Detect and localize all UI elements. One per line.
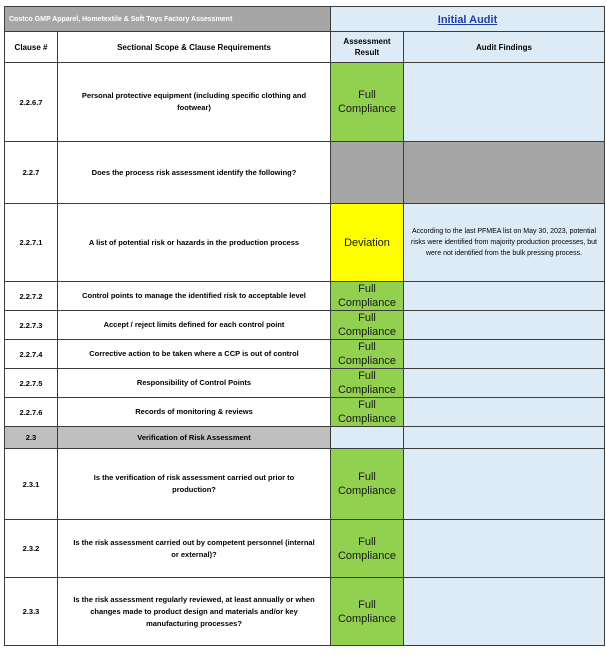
assessment-result: Full Compliance (331, 578, 404, 646)
audit-findings (404, 340, 605, 369)
table-row (5, 520, 605, 578)
table-row (5, 578, 605, 646)
findings-column-header: Audit Findings (404, 32, 605, 63)
clause-column-header: Clause # (5, 32, 58, 63)
clause-number: 2.2.7.3 (5, 311, 58, 340)
table-row (5, 282, 605, 311)
clause-requirement: Responsibility of Control Points (58, 369, 331, 398)
table-row (5, 369, 605, 398)
clause-number: 2.3.2 (5, 520, 58, 578)
clause-number: 2.3.3 (5, 578, 58, 646)
table-row (5, 204, 605, 282)
assessment-result-empty (331, 142, 404, 204)
assessment-result: Full Compliance (331, 311, 404, 340)
clause-requirement: Personal protective equipment (including specific clothing and footwear) (58, 63, 331, 142)
audit-findings (404, 63, 605, 142)
column-header-row (5, 32, 605, 63)
clause-requirement: Is the risk assessment regularly reviewed, at least annually or when changes made to product design and materials and/or key manufacturing processes? (58, 578, 331, 646)
clause-requirement: Corrective action to be taken where a CCP is out of control (58, 340, 331, 369)
audit-findings (404, 369, 605, 398)
table-row (5, 142, 605, 204)
clause-requirement: Control points to manage the identified risk to acceptable level (58, 282, 331, 311)
assessment-title: Costco GMP Apparel, Hometextile & Soft Toys Factory Assessment (5, 7, 331, 32)
section-row (5, 427, 605, 449)
assessment-result-deviation: Deviation (331, 204, 404, 282)
initial-audit-cell (331, 7, 605, 32)
audit-findings (404, 398, 605, 427)
assessment-result: Full Compliance (331, 340, 404, 369)
audit-findings-empty (404, 427, 605, 449)
initial-audit-link[interactable]: Initial Audit (437, 14, 498, 26)
clause-number: 2.2.7.5 (5, 369, 58, 398)
audit-table (4, 6, 605, 646)
assessment-result: Full Compliance (331, 398, 404, 427)
clause-requirement: Is the verification of risk assessment carried out prior to production? (58, 449, 331, 520)
assessment-result: Full Compliance (331, 449, 404, 520)
assessment-result: Full Compliance (331, 282, 404, 311)
audit-findings (404, 520, 605, 578)
table-row (5, 311, 605, 340)
audit-findings (404, 449, 605, 520)
audit-findings (404, 282, 605, 311)
assessment-result-empty (331, 427, 404, 449)
table-row (5, 340, 605, 369)
audit-findings (404, 311, 605, 340)
audit-findings-empty (404, 142, 605, 204)
clause-requirement: Records of monitoring & reviews (58, 398, 331, 427)
clause-requirement: A list of potential risk or hazards in the production process (58, 204, 331, 282)
clause-requirement: Accept / reject limits defined for each control point (58, 311, 331, 340)
audit-findings: According to the last PFMEA list on May 30, 2023, potential risks were identified from majority production processes, but were not identified from the bulk pressing process. (404, 204, 605, 282)
clause-number: 2.2.6.7 (5, 63, 58, 142)
section-clause-number: 2.3 (5, 427, 58, 449)
clause-number: 2.2.7.2 (5, 282, 58, 311)
table-row (5, 449, 605, 520)
result-column-header: Assessment Result (331, 32, 404, 63)
table-row (5, 63, 605, 142)
header-row (5, 7, 605, 32)
clause-number: 2.2.7.6 (5, 398, 58, 427)
assessment-result: Full Compliance (331, 369, 404, 398)
assessment-result: Full Compliance (331, 520, 404, 578)
clause-number: 2.3.1 (5, 449, 58, 520)
clause-number: 2.2.7 (5, 142, 58, 204)
clause-number: 2.2.7.1 (5, 204, 58, 282)
clause-requirement: Is the risk assessment carried out by competent personnel (internal or external)? (58, 520, 331, 578)
clause-requirement: Does the process risk assessment identify the following? (58, 142, 331, 204)
assessment-result: Full Compliance (331, 63, 404, 142)
clause-number: 2.2.7.4 (5, 340, 58, 369)
table-row (5, 398, 605, 427)
section-title: Verification of Risk Assessment (58, 427, 331, 449)
audit-findings (404, 578, 605, 646)
scope-column-header: Sectional Scope & Clause Requirements (58, 32, 331, 63)
